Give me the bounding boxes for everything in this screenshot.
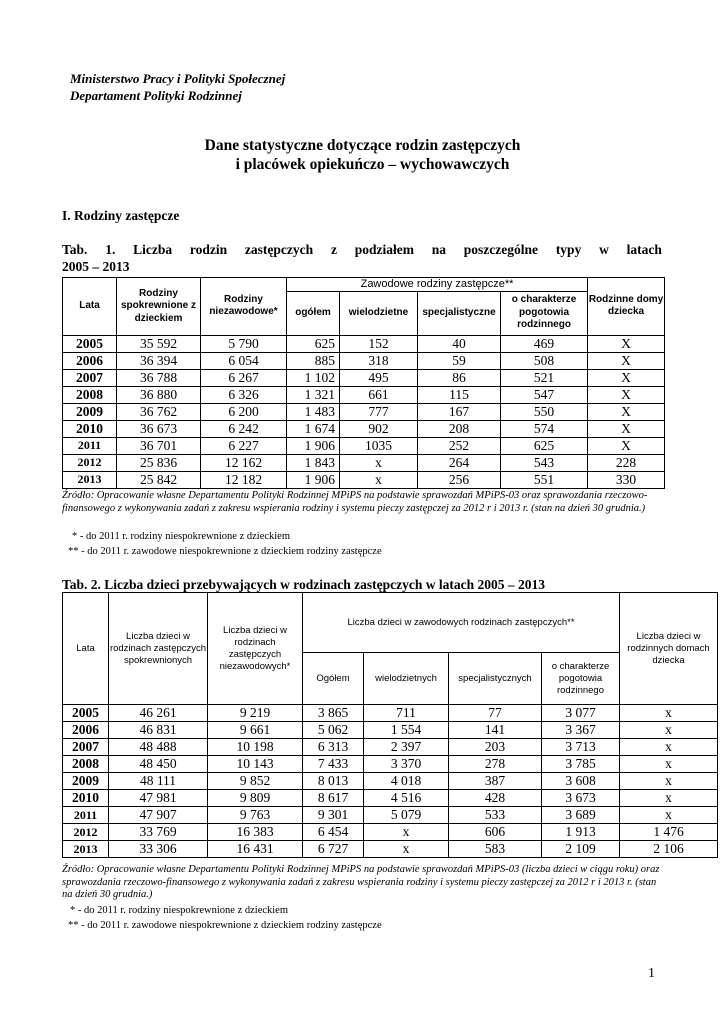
table-row <box>63 437 665 454</box>
table-cell: 167 <box>418 403 501 420</box>
table2-footnote-2: ** - do 2011 r. zawodowe niespokrewnione z dzieckiem rodziny zastępcze <box>68 920 382 931</box>
table-cell: 1035 <box>340 437 418 454</box>
table1-caption-line-2: 2005 – 2013 <box>62 259 130 274</box>
table-cell: 36 701 <box>117 437 201 454</box>
table-cell: x <box>340 471 418 488</box>
table-cell: 625 <box>287 335 340 352</box>
year-cell: 2006 <box>63 352 117 369</box>
table-cell: 12 182 <box>201 471 287 488</box>
table2-header-domy: Liczba dzieci w rodzinnych domach dziecka <box>620 593 718 705</box>
table-cell: 1 913 <box>542 824 620 841</box>
year-cell: 2008 <box>63 756 109 773</box>
table-cell: 35 592 <box>117 335 201 352</box>
table1-caption-word: Tab. <box>62 242 88 257</box>
table-row <box>63 352 665 369</box>
year-cell: 2005 <box>63 335 117 352</box>
table-cell: 48 111 <box>109 773 208 790</box>
section-heading: I. Rodziny zastępcze <box>62 208 180 223</box>
table2 <box>62 592 718 858</box>
title-line-1: Dane statystyczne dotyczące rodzin zastępczych <box>204 137 521 154</box>
table-cell: 46 831 <box>109 722 208 739</box>
table-cell: 36 788 <box>117 369 201 386</box>
table-cell: 9 661 <box>208 722 303 739</box>
table-cell: 9 219 <box>208 705 303 722</box>
table-row <box>63 841 718 858</box>
table2-header-wielodzietne: wielodzietnych <box>364 653 449 705</box>
table-cell: 8 013 <box>303 773 364 790</box>
table-cell: 661 <box>340 386 418 403</box>
table-row <box>63 807 718 824</box>
table-cell: 3 673 <box>542 790 620 807</box>
table1-caption-word: latach <box>626 242 662 257</box>
table1-header-domy: Rodzinne domy dziecka <box>588 278 665 336</box>
table-cell: 25 842 <box>117 471 201 488</box>
table-cell: 48 450 <box>109 756 208 773</box>
table-cell: 495 <box>340 369 418 386</box>
title-line-2: i placówek opiekuńczo – wychowawczych <box>235 156 510 173</box>
table2-footnote-1: * - do 2011 r. rodziny niespokrewnione z dzieckiem <box>70 905 289 916</box>
table-cell: 3 785 <box>542 756 620 773</box>
year-cell: 2009 <box>63 403 117 420</box>
table-cell: 3 608 <box>542 773 620 790</box>
table-cell: 12 162 <box>201 454 287 471</box>
table1-header-pogotowie: o charakterze pogotowia rodzinnego <box>501 291 588 335</box>
table-cell: x <box>364 824 449 841</box>
table-cell: 521 <box>501 369 588 386</box>
year-cell: 2012 <box>63 454 117 471</box>
table1-header-zawodowe-group: Zawodowe rodziny zastępcze** <box>287 278 588 292</box>
table1-caption-word: Liczba <box>133 242 173 257</box>
table-cell: 6 454 <box>303 824 364 841</box>
table-cell: 6 267 <box>201 369 287 386</box>
table-cell: 8 617 <box>303 790 364 807</box>
year-cell: 2008 <box>63 386 117 403</box>
table-row <box>63 471 665 488</box>
table-cell: 2 109 <box>542 841 620 858</box>
table-cell: 5 079 <box>364 807 449 824</box>
year-cell: 2007 <box>63 369 117 386</box>
table-cell: 711 <box>364 705 449 722</box>
table2-caption: Tab. 2. Liczba dzieci przebywających w rodzinach zastępczych w latach 2005 – 2013 <box>62 577 545 592</box>
table-cell: 550 <box>501 403 588 420</box>
table-cell: 1 483 <box>287 403 340 420</box>
table2-source-note: Źródło: Opracowanie własne Departamentu Polityki Rodzinnej MPiPS na podstawie sprawozdań MPiPS-03 (liczba dzieci w ciągu roku) oraz sprawozdania rzeczowo-finansowego z wykonywania zadań z zakresu wspierania rodziny i systemu pieczy zastępczej za 2012 r i 2013 r. (stan na dzień 30 grudnia.) <box>62 864 660 900</box>
table-cell: 48 488 <box>109 739 208 756</box>
table-cell: 36 762 <box>117 403 201 420</box>
table-cell: 278 <box>449 756 542 773</box>
ministry-name: Ministerstwo Pracy i Polityki Społecznej <box>70 71 286 86</box>
year-cell: 2007 <box>63 739 109 756</box>
table-cell: X <box>588 403 665 420</box>
table-cell: 16 383 <box>208 824 303 841</box>
table-row <box>63 420 665 437</box>
year-cell: 2009 <box>63 773 109 790</box>
table1-footnote-1: * - do 2011 r. rodziny niespokrewnione z dzieckiem <box>72 531 291 542</box>
table-cell: 256 <box>418 471 501 488</box>
table-cell: 203 <box>449 739 542 756</box>
table2-header-specjalistyczne: specjalistycznych <box>449 653 542 705</box>
table-cell: X <box>588 420 665 437</box>
table-cell: 777 <box>340 403 418 420</box>
table-cell: X <box>588 386 665 403</box>
table-row <box>63 335 665 352</box>
year-cell: 2005 <box>63 705 109 722</box>
table-row <box>63 705 718 722</box>
table-row <box>63 790 718 807</box>
year-cell: 2006 <box>63 722 109 739</box>
year-cell: 2011 <box>63 807 109 824</box>
table-cell: 6 313 <box>303 739 364 756</box>
table2-header-niezawodowe: Liczba dzieci w rodzinach zastępczych niezawodowych* <box>208 593 303 705</box>
table-cell: x <box>620 807 718 824</box>
table-cell: 508 <box>501 352 588 369</box>
table1-caption-word: poszczególne <box>463 242 539 257</box>
table2-header-spokrewnione: Liczba dzieci w rodzinach zastępczych spokrewnionych <box>109 593 208 705</box>
table-cell: 2 106 <box>620 841 718 858</box>
table-cell: x <box>620 705 718 722</box>
table-cell: 47 981 <box>109 790 208 807</box>
table-cell: X <box>588 437 665 454</box>
table-cell: 6 227 <box>201 437 287 454</box>
table-cell: 1 906 <box>287 437 340 454</box>
table-cell: x <box>620 739 718 756</box>
table-cell: 318 <box>340 352 418 369</box>
table-cell: 36 673 <box>117 420 201 437</box>
table1-caption-word: w <box>599 242 609 257</box>
table-cell: 7 433 <box>303 756 364 773</box>
table-cell: 2 397 <box>364 739 449 756</box>
table-row <box>63 722 718 739</box>
table-row <box>63 756 718 773</box>
table1-source-note: Źródło: Opracowanie własne Departamentu Polityki Rodzinnej MPiPS na podstawie sprawozdań MPiPS-03 oraz sprawozdania rzeczowo-finansowego z wykonywania zadań z zakresu wspierania rodziny i systemu pieczy zastępczej za 2012 r i 2013 r. (stan na dzień 30 grudnia.) <box>62 490 648 514</box>
table-cell: x <box>620 722 718 739</box>
table1-body <box>63 335 665 488</box>
table-cell: 885 <box>287 352 340 369</box>
year-cell: 2012 <box>63 824 109 841</box>
table-cell: 1 674 <box>287 420 340 437</box>
table-cell: x <box>364 841 449 858</box>
table1-header-niezawodowe: Rodziny niezawodowe* <box>201 278 287 336</box>
table1-caption-word: 1. <box>105 242 116 257</box>
table-cell: X <box>588 335 665 352</box>
table-cell: 86 <box>418 369 501 386</box>
table-cell: 6 326 <box>201 386 287 403</box>
table-row <box>63 739 718 756</box>
table1-caption-word: typy <box>555 242 582 257</box>
year-cell: 2013 <box>63 841 109 858</box>
table-cell: 264 <box>418 454 501 471</box>
page-number: 1 <box>648 966 655 981</box>
table1-header-wielodzietne: wielodzietne <box>340 291 418 335</box>
table-cell: 141 <box>449 722 542 739</box>
table-cell: x <box>620 756 718 773</box>
table-cell: 3 077 <box>542 705 620 722</box>
table-cell: 77 <box>449 705 542 722</box>
table-row <box>63 454 665 471</box>
table1-header-ogolem: ogółem <box>287 291 340 335</box>
table2-header-ogolem: Ogółem <box>303 653 364 705</box>
table-cell: 6 242 <box>201 420 287 437</box>
table-cell: x <box>620 790 718 807</box>
table1-caption-word: z <box>330 242 337 257</box>
table2-header-zawodowe-group: Liczba dzieci w zawodowych rodzinach zastępczych** <box>303 593 620 653</box>
table-cell: 33 769 <box>109 824 208 841</box>
table1-caption-word: na <box>431 242 447 257</box>
table-cell: 10 198 <box>208 739 303 756</box>
table-cell: 59 <box>418 352 501 369</box>
table-cell: 543 <box>501 454 588 471</box>
table1-caption <box>62 241 662 275</box>
year-cell: 2010 <box>63 790 109 807</box>
table-cell: 9 809 <box>208 790 303 807</box>
table-cell: 551 <box>501 471 588 488</box>
table-cell: 330 <box>588 471 665 488</box>
year-cell: 2013 <box>63 471 117 488</box>
document-header <box>70 70 285 104</box>
table1-caption-word: zastępczych <box>244 242 314 257</box>
table-cell: 4 516 <box>364 790 449 807</box>
table-cell: 3 713 <box>542 739 620 756</box>
table-cell: 36 394 <box>117 352 201 369</box>
table-cell: x <box>340 454 418 471</box>
year-cell: 2011 <box>63 437 117 454</box>
table1-caption-word: podziałem <box>354 242 414 257</box>
table-cell: 1 843 <box>287 454 340 471</box>
table-cell: X <box>588 369 665 386</box>
table-cell: X <box>588 352 665 369</box>
table1-header-spokrewnione: Rodziny spokrewnione z dzieckiem <box>117 278 201 336</box>
table-cell: 6 200 <box>201 403 287 420</box>
table-cell: 3 865 <box>303 705 364 722</box>
table-cell: 1 906 <box>287 471 340 488</box>
table-cell: 9 301 <box>303 807 364 824</box>
table-cell: x <box>620 773 718 790</box>
table1 <box>62 277 665 489</box>
table-cell: 4 018 <box>364 773 449 790</box>
table-cell: 9 763 <box>208 807 303 824</box>
table-cell: 208 <box>418 420 501 437</box>
table-cell: 10 143 <box>208 756 303 773</box>
table1-caption-word: rodzin <box>189 242 228 257</box>
table-cell: 3 689 <box>542 807 620 824</box>
table-cell: 252 <box>418 437 501 454</box>
table-row <box>63 824 718 841</box>
table-row <box>63 773 718 790</box>
table2-body <box>63 705 718 858</box>
table-cell: 40 <box>418 335 501 352</box>
table-cell: 1 554 <box>364 722 449 739</box>
table1-header-lata: Lata <box>63 278 117 336</box>
table-cell: 228 <box>588 454 665 471</box>
table-cell: 33 306 <box>109 841 208 858</box>
table-cell: 387 <box>449 773 542 790</box>
table-cell: 902 <box>340 420 418 437</box>
document-title <box>0 136 725 174</box>
table-cell: 1 476 <box>620 824 718 841</box>
table-cell: 9 852 <box>208 773 303 790</box>
table-cell: 6 054 <box>201 352 287 369</box>
table-cell: 5 062 <box>303 722 364 739</box>
table2-header-pogotowie: o charakterze pogotowia rodzinnego <box>542 653 620 705</box>
table-cell: 1 321 <box>287 386 340 403</box>
table-cell: 1 102 <box>287 369 340 386</box>
table-cell: 16 431 <box>208 841 303 858</box>
table-cell: 428 <box>449 790 542 807</box>
year-cell: 2010 <box>63 420 117 437</box>
table-row <box>63 403 665 420</box>
table-cell: 3 367 <box>542 722 620 739</box>
table-cell: 606 <box>449 824 542 841</box>
table1-footnote-2: ** - do 2011 r. zawodowe niespokrewnione z dzieckiem rodziny zastępcze <box>68 546 382 557</box>
table-cell: 625 <box>501 437 588 454</box>
table1-caption-line-1 <box>62 241 662 258</box>
table-row <box>63 386 665 403</box>
table-row <box>63 369 665 386</box>
table-cell: 583 <box>449 841 542 858</box>
table-cell: 47 907 <box>109 807 208 824</box>
table-cell: 5 790 <box>201 335 287 352</box>
table-cell: 36 880 <box>117 386 201 403</box>
table-cell: 115 <box>418 386 501 403</box>
table-cell: 25 836 <box>117 454 201 471</box>
department-name: Departament Polityki Rodzinnej <box>70 88 242 103</box>
table-cell: 6 727 <box>303 841 364 858</box>
table2-header-lata: Lata <box>63 593 109 705</box>
table-cell: 3 370 <box>364 756 449 773</box>
table-cell: 533 <box>449 807 542 824</box>
table-cell: 152 <box>340 335 418 352</box>
table-cell: 46 261 <box>109 705 208 722</box>
table-cell: 547 <box>501 386 588 403</box>
table-cell: 574 <box>501 420 588 437</box>
table1-header-specjalistyczne: specjalistyczne <box>418 291 501 335</box>
table-cell: 469 <box>501 335 588 352</box>
